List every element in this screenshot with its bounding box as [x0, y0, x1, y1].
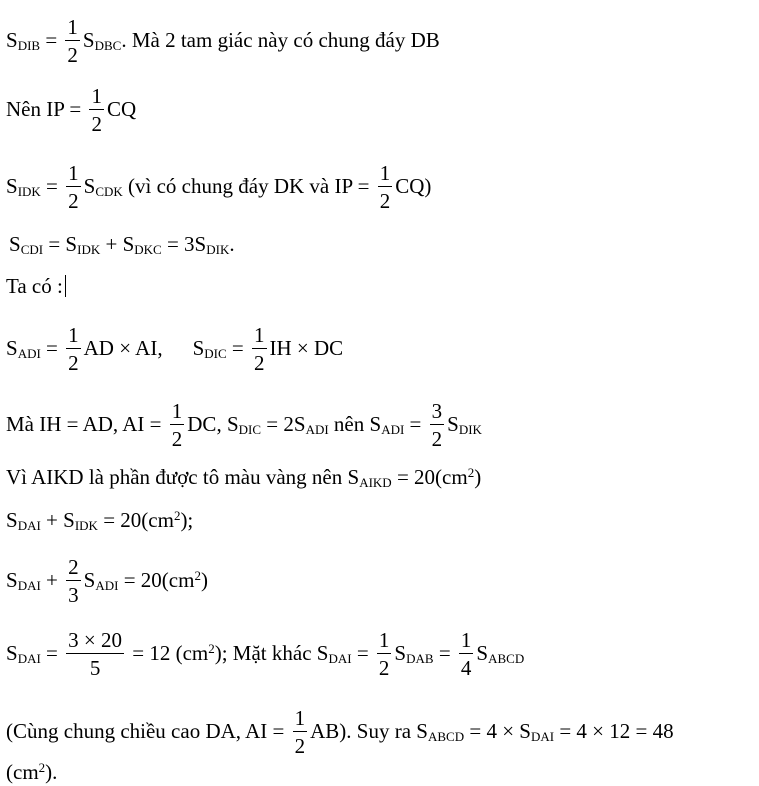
line-6: $S_{ADI}$ = $\frac{1}{2}$ AD × AI, $S_{DIC}$ = $\frac{1}{2}$ IH × DC — [6, 323, 344, 376]
area-symbol: $S_{ABCD}$ — [476, 640, 525, 666]
area-symbol: $S_{IDK}$ — [63, 508, 98, 533]
line-1: $S_{DIB}$ = $\frac{1}{2}$ $S_{DBC}$. Mà 2 tam giác này có chung đáy DB — [6, 15, 440, 68]
area-symbol: $S_{ADI}$ — [293, 411, 329, 437]
area-symbol: $S_{DAI}$ — [6, 508, 41, 533]
fraction: $\frac{3 \times 20}{5}$ — [68, 628, 122, 681]
fraction: $\frac{1}{2}$ — [171, 399, 183, 452]
line-8: Vì AIKD là phần được tô màu vàng nên $S_{AIKD} = 20(cm^2)$ — [6, 465, 482, 490]
line-9: $S_{DAI} + S_{IDK} = 20(cm^2)$; — [6, 508, 194, 533]
area-symbol: $S_{DKC}$ — [122, 232, 162, 257]
line-10: $S_{DAI}$ + $\frac{2}{3}$ $S_{ADI} = 20(cm^2)$ — [6, 555, 208, 608]
line-5: Ta có : — [6, 275, 66, 297]
area-symbol: $S_{DIB}$ — [6, 27, 41, 53]
area-symbol: $S_{DIK}$ — [447, 411, 482, 437]
fraction: $\frac{1}{4}$ — [460, 628, 472, 681]
line-4: $S_{CDI} = S_{IDK} + S_{DKC} = 3S_{DIK}$. — [9, 232, 235, 257]
line-2: Nên IP = $\frac{1}{2}$ CQ — [6, 84, 137, 137]
area-symbol: $S_{ADI}$ — [6, 335, 41, 361]
fraction: $\frac{1}{2}$ — [294, 706, 306, 759]
area-symbol: $S_{IDK}$ — [65, 232, 101, 257]
area-symbol: $S_{DAB}$ — [394, 640, 434, 666]
area-symbol: $S_{ABCD}$ — [416, 718, 465, 744]
area-symbol: $S_{DAI}$ — [519, 718, 555, 744]
text-cursor — [65, 275, 66, 297]
area-symbol: $S_{DIC}$ — [192, 335, 227, 361]
line-13: $(cm^2)$. — [6, 760, 58, 784]
line-12: (Cùng chung chiều cao DA, AI = $\frac{1}{2}$ AB). Suy ra $S_{ABCD} = 4 \times S_{DAI} = 4 \times 12 = 48$ — [6, 706, 674, 759]
area-symbol: $S_{DAI}$ — [6, 640, 41, 666]
fraction: $\frac{1}{2}$ — [68, 161, 79, 214]
fraction: $\frac{1}{2}$ — [68, 323, 79, 376]
fraction: $\frac{3}{2}$ — [431, 399, 443, 452]
area-symbol: $S_{DIK}$ — [194, 232, 230, 257]
fraction: $\frac{1}{2}$ — [379, 161, 391, 214]
fraction: $\frac{2}{3}$ — [68, 555, 79, 608]
area-symbol: $S_{AIKD}$ — [347, 465, 392, 490]
line-7: Mà IH = AD, AI = $\frac{1}{2}$ DC, $S_{DIC} = 2S_{ADI}$ nên $S_{ADI}$ = $\frac{3}{2}$ $S_{DIK}$ — [6, 399, 482, 452]
area-symbol: $S_{DAI}$ — [316, 640, 352, 666]
area-symbol: $S_{DIC}$ — [226, 411, 262, 437]
area-symbol: $S_{IDK}$ — [6, 173, 41, 199]
fraction: $\frac{1}{2}$ — [378, 628, 390, 681]
fraction: $\frac{1}{2}$ — [254, 323, 265, 376]
area-symbol: $S_{ADI}$ — [369, 411, 405, 437]
fraction: $\frac{1}{2}$ — [91, 84, 102, 137]
area-symbol: $S_{ADI}$ — [83, 567, 119, 593]
area-symbol: $S_{DAI}$ — [6, 567, 41, 593]
area-symbol: $S_{CDK}$ — [83, 173, 123, 199]
fraction: $\frac{1}{2}$ — [67, 15, 78, 68]
line-3: $S_{IDK}$ = $\frac{1}{2}$ $S_{CDK}$ (vì có chung đáy DK và IP = $\frac{1}{2}$ CQ) — [6, 161, 432, 214]
area-symbol: $S_{DBC}$ — [82, 27, 122, 53]
area-symbol: $S_{CDI}$ — [9, 232, 44, 257]
line-11: $S_{DAI}$ = $\frac{3 \times 20}{5}$ = 12 $(cm^2)$; Mặt khác $S_{DAI}$ = $\frac{1}{2}$ $S_{DAB}$ = $\frac{1}{4}$ $S_{ABCD}$ — [6, 628, 525, 681]
